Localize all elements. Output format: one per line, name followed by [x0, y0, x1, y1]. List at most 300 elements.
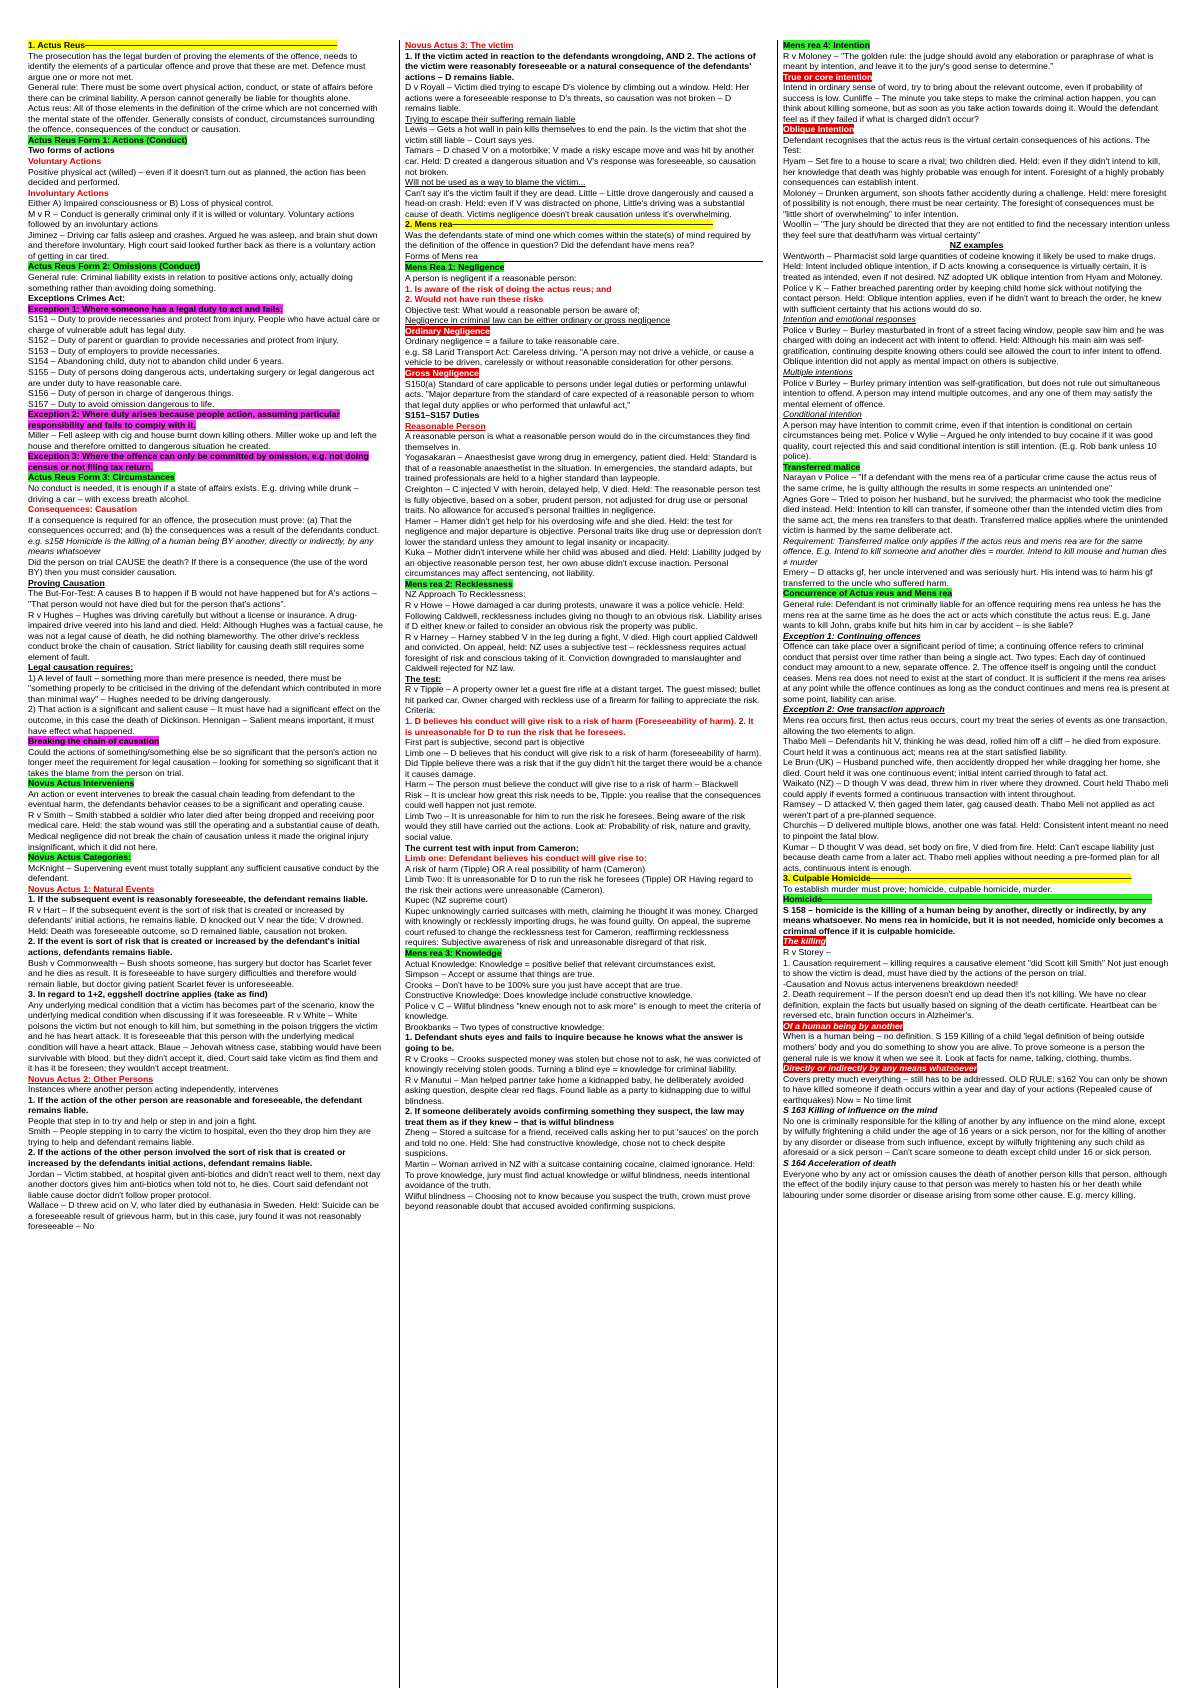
note-text: Was the defendants state of mind one which comes within the state(s) of mind required by the definition of the offence in question? Did the defendant have mens rea? [405, 229, 751, 251]
note-text: Can't say it's the victim fault if they are dead. Little – Little drove dangerously and caused a head-on crash. Held: even if V was distracted on phone, Little's driving was a substantial cause of death. Victims negligence doesn't break causation unless it's overwhelming. [405, 187, 754, 219]
note-text: Wilful blindness – Choosing not to know because you suspect the truth, crown must prove beyond reasonable doubt that accused avoided confirming suspicions. [405, 1190, 751, 1212]
note-text: R v Howe – Howe damaged a car during protests, unaware it was a police vehicle. Held: Following Caldwell, recklessness includes giving no though to an obvious risk. Liability arises if D either knew or failed to consider an obvious risk the property was public. [405, 599, 762, 632]
note-line [405, 431, 763, 452]
note-line [783, 1158, 1170, 1169]
note-line [405, 779, 763, 790]
note-line [28, 736, 384, 747]
note-line [783, 325, 1170, 367]
note-line [405, 452, 763, 484]
note-line [28, 1169, 384, 1201]
note-line [28, 335, 384, 346]
note-text: Moloney – Drunken argument, son shoots father accidently during a challenge. Held: mere foresight of possibility is not enough, there must be near certainty. The foresight of consequences must be "little short of overwhelming" to infer intention. [783, 187, 1167, 219]
note-line [783, 842, 1170, 874]
note-line [28, 472, 384, 483]
note-line [28, 536, 384, 557]
note-line [28, 1147, 384, 1168]
note-line [405, 484, 763, 516]
note-line [783, 472, 1170, 493]
note-text: The prosecution has the legal burden of proving the elements of the offence, needs to identify the elements of a particular offence and prove that these are met. Defence must argue one or more not met. [28, 50, 366, 82]
note-line [783, 567, 1170, 588]
note-text: Requirement: Transferred malice only applies if the actus reus and mens rea are for the same offence. E.g. Intend to kill someone and another dies = murder. Intend to kill mouse and human dies ≠ murder [783, 535, 1167, 567]
note-line [28, 209, 384, 230]
note-text: S152 – Duty of parent or guardian to provide necessaries and protect from injury. [28, 335, 339, 346]
note-text: e.g. S8 Land Transport Act: Careless driving. "A person may not drive a vehicle, or cause a vehicle to be driven, carelessly or without reasonable consideration for other persons. [405, 346, 754, 368]
note-text: Police v Burley – Burley primary intention was self-gratification, but does not rule out simultaneous intention to offend. A person may intend multiple outcomes, and any one of them may satisfy the mental element of offence. [783, 377, 1161, 409]
note-text: Will not be used as a way to blame the victim... [405, 177, 586, 188]
note-text: A reasonable person is what a reasonable person would do in the circumstances they find themselves in. [405, 431, 750, 452]
note-line [405, 368, 763, 379]
note-line [28, 399, 384, 410]
note-line [28, 1126, 384, 1147]
note-line [405, 1001, 763, 1022]
note-line [28, 409, 384, 430]
note-line [783, 641, 1170, 704]
note-line [405, 895, 763, 906]
note-line [405, 410, 763, 421]
note-line [405, 737, 763, 748]
note-line [28, 430, 384, 451]
note-text: Involuntary Actions [28, 187, 109, 198]
note-line [783, 124, 1170, 135]
note-line [783, 283, 1170, 315]
note-text: 1. If the subsequent event is reasonably foreseeable, the defendant remains liable. [28, 894, 368, 905]
note-text: R v Manutui – Man helped partner take home a kidnapped baby, he deliberately avoided asking question, despite clear red flags. Found liable as a party to kidnapping due to wilful blindness. [405, 1074, 751, 1106]
note-text: Creighton – C injected V with heroin, delayed help, V died. Held: The reasonable person test is fully objective, based on a sober, prudent person, not adjusted for drug use or personal traits. No allowance for accused's personal frailties in negligence. [405, 483, 761, 516]
note-line [405, 326, 763, 337]
note-line [783, 420, 1170, 462]
note-line [28, 673, 384, 705]
note-text: Waikato (NZ) – D though V was dead, threw him in river where they drowned. Court held Thabo meli could apply if events formed a continuous transaction with intent throughout. [783, 778, 1169, 799]
note-text: Novus Actus 1: Natural Events [28, 883, 155, 894]
note-line [405, 188, 763, 220]
note-line [405, 336, 763, 347]
note-line [783, 736, 1170, 757]
note-text: NZ Approach To Recklessness: [405, 589, 526, 600]
note-line [405, 906, 763, 948]
note-text: R v Hart – If the subsequent event is the sort of risk that is created or increased by defendants' initial actions, he remains liable. D knocked out V near the tide; V drowned. Held: Death was foreseeable outcome, so D remained liable, causation not broken. [28, 904, 364, 936]
note-text: Novus Actus 2: Other Persons [28, 1073, 154, 1084]
note-text: -Causation and Novus actus intervenens breakdown needed! [783, 978, 1019, 989]
note-line [405, 284, 763, 295]
note-text: 1. If the victim acted in reaction to the defendants wrongdoing, AND 2. The actions of the victim were reasonably foreseeable or a natural consequence of the defendants' actions – D remains liable. [405, 50, 756, 82]
note-line [28, 230, 384, 262]
note-line [405, 579, 763, 590]
note-text: Transferred malice [783, 461, 861, 472]
note-line [783, 905, 1170, 937]
note-text: Churchis – D delivered multiple blows, another one was fatal. Held: Consistent intent meant no need to pinpoint the fatal blow. [783, 820, 1169, 842]
note-line [405, 547, 763, 579]
note-line [405, 421, 763, 432]
note-line [28, 810, 384, 852]
note-text: Kupec unknowingly carried suitcases with meth, claiming he thought it was money. Charged with knowingly or recklessly importing drugs, he was found guilty. On appeal, the supreme court refused to change the recklessness test for Cameron, reaffirming recklessness requires: Subjective awareness of risk and unreasonable disregard of that risk. [405, 905, 758, 948]
note-line [405, 853, 763, 864]
note-text: Objective test: What would a reasonable person be aware of; [405, 304, 640, 315]
note-text: Kuka – Mother didn't intervene while her child was abused and died. Held: Liability judged by an objective reasonable person test, her own abuse didn't excuse inaction. Personal circumstances may affect sentencing, not liability. [405, 547, 762, 579]
note-line [405, 684, 763, 716]
note-text: True or core intention [783, 71, 873, 82]
note-text: 2. Death requirement – If the person doesn't end up dead then it's not killing. We have no clear definition, explain the facts but usually based on signing of the death certificate. Heartbeat can be reversed etc, brain function occurs in Alzheimer's. [783, 989, 1157, 1021]
note-line [28, 905, 384, 937]
note-line [28, 578, 384, 589]
note-text: Kupec (NZ supreme court) [405, 895, 508, 906]
note-text: Positive physical act (willed) – even if it doesn't turn out as planned, the action has been decided and performed. [28, 166, 366, 188]
note-line [783, 936, 1170, 947]
note-text: R v Moloney – "The golden rule: the judge should avoid any elaboration or paraphrase of what is meant by intention, and leave it to the jury's good sense to determine." [783, 50, 1154, 72]
note-text: Exception 1: Where someone has a legal duty to act and fails: [28, 303, 283, 314]
note-text: Exceptions Crimes Act: [28, 293, 126, 304]
note-text: The But-For-Test: A causes B to happen if B would not have happened but for A's actions – "That person would not have died but for the person that's actions". [28, 588, 377, 609]
note-line [405, 843, 763, 854]
note-line [28, 1200, 384, 1232]
note-text: R v Harney – Harney stabbed V in the leg during a fight, V died. High court applied Caldwell and convicted. On appeal, held: NZ uses a subjective test – recklessness requires actual foresight of risk and conscious taking of it. Conviction downgraded to manslaughter and Caldwell rejected for NZ law. [405, 631, 758, 674]
note-line [405, 114, 763, 125]
note-text: Exception 3: Where the offence can only be committed by omission, e.g. not doing census or not filing tax return. [28, 451, 369, 472]
note-line [783, 314, 1170, 325]
note-line [28, 51, 384, 83]
note-text: Police v C – Wilful blindness "knew enough not to ask more" is enough to meet the criteria of knowledge. [405, 1000, 761, 1022]
note-line [783, 979, 1170, 990]
note-line [405, 262, 763, 273]
note-line [28, 789, 384, 810]
note-text: Constructive Knowledge: Does knowledge include constructive knowledge. [405, 990, 693, 1001]
note-line [405, 1054, 763, 1075]
note-text: Homicide—————————————————————————————————————— [783, 894, 1153, 905]
note-line [28, 304, 384, 315]
note-line [405, 347, 763, 368]
note-line [783, 536, 1170, 568]
note-line [783, 188, 1170, 220]
note-line [28, 852, 384, 863]
note-line [28, 884, 384, 895]
note-text: Hyam – Set fire to a house to scare a rival; two children died. Held: even if they didn't intend to kill, her knowledge that death was highly probable was enough for intent. Foresight of a highly probably consequences can establish intent. [783, 156, 1165, 188]
note-text: Everyone who by any act or omission causes the death of another person kills that person, although the effect of the bodily injury cause to that person was merely to hasten his or her death while labouring under some disorder or disease arising from some other cause. E.g. mercy killing. [783, 1168, 1167, 1200]
note-text: General rule: There must be some overt physical action, conduct, or state of affairs before there can be criminal liability. A person cannot generally be liable for thoughts alone. [28, 82, 373, 103]
note-text: Mens rea 3: Knowledge [405, 948, 502, 959]
note-line [783, 1169, 1170, 1201]
note-text: 1. Is aware of the risk of doing the actus reus; and [405, 283, 612, 294]
note-line [405, 748, 763, 780]
note-text: Concurrence of Actus reus and Mens rea [783, 588, 953, 599]
note-text: Intend in ordinary sense of word, try to bring about the relevant outcome, even if probability of success is low. Cunliffe – The minute you take steps to make the criminal action happen, you can think about killing someone, but as soon as you take action towards doing it. Would the defendant feel as if they failed if what is charged didn't occur? [783, 82, 1159, 124]
note-line [405, 294, 763, 305]
note-line [783, 72, 1170, 83]
note-line [28, 82, 384, 103]
note-line [405, 40, 763, 51]
note-line [783, 378, 1170, 410]
note-line [405, 379, 763, 411]
note-text: D v Royall – Victim died trying to escape D's violence by climbing out a window. Held: Her actions were a foreseeable response to D's threats, so causation was not broken – D remains liable. [405, 82, 750, 114]
note-line [28, 557, 384, 578]
note-text: Tamars – D chased V on a motorbike; V made a risky escape move and was hit by another car. Held: D created a dangerous situation and V's response was foreseeable, so causation not broken. [405, 145, 756, 177]
note-text: Actus Reus Form 2: Omissions (Conduct) [28, 261, 201, 272]
note-text: A person is negligent if a reasonable person: [405, 273, 577, 284]
note-text: A person may have intention to commit crime, even if that intention is conditional on certain circumstances being met. Police v Wylie – Argued he only intended to buy cocaine if it was good quality, court rejected this and said conditional intention is still intention. (E.g. Rob bank unless 10 police). [783, 419, 1157, 462]
note-text: The killing [783, 936, 826, 947]
note-line [783, 631, 1170, 642]
note-text: Breaking the chain of causation [28, 736, 160, 747]
note-text: S150(a) Standard of care applicable to persons under legal duties or performing unlawful acts. "Major departure from the standard of care expected of a reasonable person to whom that legal duty applies or who performed that unlawful act," [405, 378, 754, 410]
note-line [405, 1106, 763, 1127]
note-text: 2. Would not have run these risks [405, 294, 544, 305]
note-line [405, 1191, 763, 1212]
note-text: M v R – Conduct is generally criminal only if it is willed or voluntary. Voluntary actions followed by an involuntary actions [28, 208, 355, 230]
note-line [28, 1000, 384, 1074]
note-text: Jiminez – Driving car falls asleep and crashes. Argued he was asleep, and brain shut down and therefore involuntary. High court said looked further back as there is a voluntary action of getting in car tired. [28, 229, 378, 261]
note-line [28, 588, 384, 609]
note-text: First part is subjective, second part is objective [405, 737, 585, 748]
note-line [783, 156, 1170, 188]
note-text: NZ examples [949, 240, 1004, 251]
note-line [28, 704, 384, 736]
note-text: The test: [405, 673, 442, 684]
note-text: S155 – Duty of persons doing dangerous acts, undertaking surgery or legal dangerous act are under duty to have reasonable care. [28, 366, 375, 388]
note-text: Miller – Fell asleep with cig and house burnt down killing others. Miller woke up and left the house and therefore omitted to dangerous situation he created. [28, 430, 377, 451]
note-line [783, 135, 1170, 156]
note-line [405, 82, 763, 114]
note-line [405, 1032, 763, 1053]
note-line [405, 273, 763, 284]
note-line [28, 145, 384, 156]
note-text: Voluntary Actions [28, 156, 102, 167]
note-line [405, 600, 763, 632]
note-text: Actus Reus Form 1: Actions (Conduct) [28, 134, 188, 145]
note-line [405, 790, 763, 811]
note-text: Simpson – Accept or assume that things are true. [405, 969, 595, 980]
note-text: Gross Negligence [405, 367, 479, 378]
note-text: The current test with input from Cameron: [405, 842, 579, 853]
note-text: Kumar – D thought V was dead, set body on fire, V died from fire. Held: Can't escape liability just because death came from a later act. Thabo meli applies without needing a pre-formed plan for all acts, continuous intent is enough. [783, 841, 1160, 873]
note-line [28, 346, 384, 357]
note-text: 1. Defendant shuts eyes and fails to inquire because he knows what the answer is going to be. [405, 1032, 743, 1053]
note-line [405, 674, 763, 685]
note-line [28, 135, 384, 146]
note-text: Reasonable Person [405, 420, 486, 431]
note-line [405, 145, 763, 177]
note-text: If a consequence is required for an offence, the prosecution must prove: (a) That the consequences occurred; and (b) the consequences was a result of the defendants conduct. [28, 514, 380, 536]
note-text: Novus Actus 3: The victim [405, 40, 514, 50]
note-text: Smith – People stepping in to carry the victim to hospital, even tho they drop him they are trying to help and defendant remains liable. [28, 1126, 371, 1147]
note-line [783, 1021, 1170, 1032]
note-line [783, 409, 1170, 420]
note-text: Martin – Woman arrived in NZ with a suitcase containing cocaine, claimed ignorance. Held: To prove knowledge, jury must find actual knowledge or wilful blindness, needs intentional avoidance of the truth. [405, 1158, 755, 1191]
note-text: Did the person on trial CAUSE the death? If there is a consequence (the use of the word BY) then you must consider causation. [28, 556, 368, 578]
note-text: An action or event intervenes to break the casual chain leading from defendant to the eventual harm, the defendants behavior ceases to be a significant and operating cause. [28, 788, 365, 810]
note-line [783, 715, 1170, 736]
note-line [783, 820, 1170, 841]
note-text: Actus Reus Form 3: Circumstances [28, 472, 175, 483]
note-line [783, 82, 1170, 124]
note-line [28, 894, 384, 905]
note-text: Ordinary Negligence [405, 325, 490, 336]
note-text: Crooks – Don't have to be 100% sure you just have accept that are true. [405, 979, 683, 990]
note-text: 3. Culpable Homicide—————————————————————————————— [783, 873, 1132, 884]
note-text: 2) That action is a significant and salient cause – It must have had a significant effect on the outcome, in this case the death of Dickinson. Hennigan – Salient means important, it must have effect what happened. [28, 704, 381, 736]
note-text: Trying to escape their suffering remain liable [405, 113, 576, 124]
note-line [28, 662, 384, 673]
note-text: Thabo Meli – Defendants hit V, thinking he was dead, rolled him off a cliff – he died from exposure. Court held it was a continuous act; means rea at the start satisfied liability. [783, 736, 1161, 757]
note-text: Forms of Mens rea [405, 250, 478, 261]
note-text: Exception 2: Where duty arises because people action, assuming particular responsibility and fails to comply with it. [28, 409, 340, 430]
note-text: General rule: Defendant is not criminally liable for an offence requiring mens rea unless he has the mens rea at the same time as he does the act or acts which constitute the actus reus. E.g. Jane wants to kill John, grabs knife but hits him in car by accident – is she liable? [783, 598, 1161, 631]
note-line [783, 958, 1170, 979]
note-text: R v Hughes – Hughes was driving carefully but without a license or insurance. A drug-impaired drive veered into his land and died. Held: Although Hughes was a factual cause, he was not a legal cause of death, he did nothing blameworthy. The other drive's reckless conduct broke the chain of causation. Strict liability for causing death still requires some element of fault. [28, 609, 383, 662]
note-line [783, 51, 1170, 72]
note-line [783, 599, 1170, 631]
note-line [783, 894, 1170, 905]
note-text: S 158 – homicide is the killing of a human being by another, directly or indirectly, by any means whatsoever. No mens rea in homicide, but it is not needed, homicide only becomes a criminal offence if it is culpable homicide. [783, 904, 1163, 936]
note-text: Risk – It is unclear how great this risk needs to be, Tipple: you realise that the consequences could well happen not just remote. [405, 789, 761, 811]
note-text: Ramsey – D attacked V, then gaged them later, gag caused death. Thabo Meli not applied as act weren't part of a pre-planned sequence. [783, 799, 1155, 820]
note-text: Covers pretty much everything – still has to be addressed. OLD RULE: s162 You can only be shown to have killed someone if death occurs within a year and day of your actions (Repealed cause of earthquakes) Now = No time limit [783, 1073, 1168, 1105]
note-text: Instances where another person acting independently, intervenes [28, 1084, 279, 1095]
note-text: S156 – Duty of person in charge of dangerous things. [28, 388, 234, 399]
note-line [405, 632, 763, 674]
note-text: 2. If the event is sort of risk that is created or increased by the defendant's initial actions, defendants remains liable. [28, 936, 360, 958]
note-text: Offence can take place over a significant period of time; a continuing offence refers to criminal conduct that persist over time rather than being a single act. Two types: Each day of continued conduct may amount to a new, separate offence. 2. The offence itself is ongoing until the conduct ceases. Mens rea does not need to exist at the start of conduct. It is sufficient if the mens rea arises at any point while the offence continues as long as the conduct continues and mens rea is present at some point, liability can arise. [783, 641, 1170, 704]
note-text: Woollin – "The jury should be directed that they are not entitled to find the necessary intention unless they feel sure that death/harm was virtual certainty" [783, 219, 1170, 240]
note-line [28, 1074, 384, 1085]
note-line [28, 261, 384, 272]
note-line [28, 504, 384, 515]
note-text: Bush v Commonwealth – Bush shoots someone, has surgery but doctor has Scarlet fever and he dies as result. It is foreseeable to have surgery difficulties and therefore would remain liable, but doctor giving patient Scarlet fever is unforeseeable. [28, 957, 372, 989]
note-text: Narayan v Police – "If a defendant with the mens rea of a particular crime cause the actus reus of the same crime, he is guilty although the results in some respects an unintended one" [783, 472, 1157, 493]
note-text: Wallace – D threw acid on V, who later died by euthanasia in Sweden. Held: Suicide can be a foreseeable result of grievous harm, but in this case, jury found it was not reasonably foreseeable – No [28, 1200, 379, 1232]
note-line [28, 863, 384, 884]
note-line [405, 219, 763, 230]
note-text: No one is criminally responsible for the killing of another by any influence on the mind alone, except by wilfully frightening a child under the age of 16 years or a sick person, nor for the killing of another by any disorder or disease from such influence, except by wilfully frightening any such child as aforesaid or a sick person – Can't scare someone to death except child under 16 or sick person. [783, 1115, 1166, 1158]
note-line [405, 959, 763, 970]
note-line [28, 40, 384, 51]
note-text: Le Brun (UK) – Husband punched wife, then accidently dropped her while dragging her home, she died. Court held it was one continuous event; initial intent carried through to fatal act. [783, 757, 1161, 778]
note-line [783, 494, 1170, 536]
note-text: e.g. s158 Homicide is the killing of a human being BY another, directly or indirectly, by any means whatsoever [28, 535, 374, 557]
note-line [783, 1074, 1170, 1106]
note-text: S 163 Killing of influence on the mind [783, 1105, 938, 1116]
note-text: 2. Mens rea—————————————————————————————— [405, 219, 713, 230]
note-line [405, 948, 763, 959]
note-text: R v Smith – Smith stabbed a soldier who later died after being dropped and receiving poor medical care. Held: the stab wound was still the operating and a substantial cause of death. Medical negligence did not break the chain of causation unless it made the original injury insignificant, which it did not here. [28, 809, 380, 852]
note-text: To establish murder must prove; homicide, culpable homicide, murder. [783, 883, 1053, 894]
note-line [28, 778, 384, 789]
notes-page [28, 40, 1174, 1688]
note-line [783, 704, 1170, 715]
note-line [783, 1116, 1170, 1158]
note-line [783, 240, 1170, 251]
note-line [405, 177, 763, 188]
note-text: Of a human being by another [783, 1020, 904, 1031]
note-text: Negligence in criminal law can be either ordinary or gross negligence [405, 315, 671, 326]
note-line [783, 778, 1170, 799]
note-text: Zheng – Stored a suitcase for a friend, received calls asking her to put 'sauces' on the porch and told no one. Held: She had constructive knowledge, chose not to check despite suspicions. [405, 1127, 759, 1159]
note-text: Lewis – Gets a hot wall in pain kills themselves to end the pain. Is the victim that shot the victim still liable – Court says yes. [405, 124, 747, 145]
note-line [28, 167, 384, 188]
note-line [28, 1095, 384, 1116]
note-line [28, 936, 384, 957]
note-text: Limb one – D believes that his conduct will give risk to a risk of harm (foreseeability of harm). Did Tipple believe there was a risk that if the guy didn't hit the target there would be a chance it causes damage. [405, 747, 763, 779]
note-text: Hamer – Hamer didn't get help for his overdosing wife and she died. Held: the test for negligence and major departure is objective. Personal traits like drug use or depression don't lower the standard unless they amount to legal insanity or incapacity. [405, 515, 762, 547]
note-text: 3. In regard to 1+2, eggshell doctrine applies (take as find) [28, 989, 268, 1000]
note-line [783, 1105, 1170, 1116]
note-text: 1. Actus Reus————————————————————————————— [28, 40, 338, 50]
note-line [28, 293, 384, 304]
note-text: Exception 2: One transaction approach [783, 704, 945, 715]
note-text: No conduct is needed, it is enough if a state of affairs exists. E.g. driving while drunk – driving a car – with excess breath alcohol. [28, 482, 359, 504]
note-text: R v Crooks – Crooks suspected money was stolen but chose not to ask, he was convicted of knowingly receiving stolen goods. Turning a blind eye = knowledge for criminal liability. [405, 1053, 761, 1075]
note-text: R v Storey – [783, 947, 831, 958]
note-text: Limb one: Defendant believes his conduct will give rise to: [405, 853, 647, 864]
note-text: Limb Two: It is unreasonable for D to run the risk he foresees (Tipple) OR Having regard to the risk their actions were unreasonable (Cameron). [405, 874, 754, 895]
note-line [405, 990, 763, 1001]
note-line [783, 251, 1170, 283]
note-line [28, 356, 384, 367]
note-text: S153 – Duty of employers to provide necessaries. [28, 345, 220, 356]
note-line [405, 516, 763, 548]
note-line [783, 873, 1170, 884]
note-text: Either A) Impaired consciousness or B) Loss of physical control. [28, 198, 274, 209]
note-text: Jordan – Victim stabbed, at hospital given anti-biotics and didn't react well to them, next day another doctors gives him anti-biotics when told not to, he dies. Court said defendant not liable cause doctor didn't follow proper protocol. [28, 1168, 381, 1200]
note-text: Two forms of actions [28, 145, 115, 156]
note-text: Limb Two – It is unreasonable for him to run the risk he foresees. Being aware of the risk would they still have carried out the actions. Look at: Probability of risk, nature and gravity, social value. [405, 810, 752, 843]
note-line [405, 315, 763, 326]
note-text: Brookbanks – Two types of constructive knowledge: [405, 1021, 605, 1032]
note-line [783, 989, 1170, 1021]
note-text: Legal causation requires: [28, 662, 134, 673]
note-line [28, 610, 384, 663]
note-text: 2. If the actions of the other person involved the sort of risk that is created or increased by the defendants initial actions, defendant remains liable. [28, 1147, 346, 1168]
note-line [28, 388, 384, 399]
note-text: A risk of harm (Tipple) OR A real possibility of harm (Cameron) [405, 863, 646, 874]
note-line [783, 588, 1170, 599]
column-right [777, 40, 1170, 1688]
note-text: Wentworth – Pharmacist sold large quantities of codeine knowing it likely be used to make drugs. Held: Intent included oblique intention, if D acts knowing a consequence is virtually certain, it is treated as intended, even if not desired. NZ adopted UK oblique intention from Hyam and Moloney. [783, 250, 1163, 283]
note-text: Could the actions of something/something else be so significant that the person's action no longer meet the requirement for legal causation – looking for something so significant that it takes the blame from the person on trial. [28, 746, 379, 778]
note-line [28, 958, 384, 990]
note-text: Exception 1: Continuing offences [783, 630, 921, 641]
note-text: When is a human being – no definition. S 159 Killing of a child 'legal definition of being outside mothers' body and you do something to show you are alive. To prove someone is a person the general rule is we know it when we see it. Look at facts for name, talking, clothing, thumbs. [783, 1031, 1145, 1063]
note-line [405, 589, 763, 600]
note-text: 1. Causation requirement – killing requires a causative element "did Scott kill Smith" Not just enough to show the victim is dead, must have died by the actions of the person on trial. [783, 957, 1169, 979]
note-line [28, 156, 384, 167]
note-text: Ordinary negligence = a failure to take reasonable care. [405, 336, 620, 347]
note-text: 1) A level of fault – something more than mere presence is needed, there must be "something properly to be criticised in the driving of the defendant which contributed in more than minimal way" – Hughes needed to be driving dangerously. [28, 672, 382, 704]
note-line [28, 188, 384, 199]
note-line [405, 1075, 763, 1107]
note-text: Directly or indirectly by any means whatsoever [783, 1063, 978, 1074]
note-line [783, 1031, 1170, 1063]
note-text: McKnight – Supervening event must totally supplant any sufficient causative conduct by the defendant. [28, 862, 379, 884]
note-text: S157 – Duty to avoid omission dangerous to life. [28, 398, 215, 409]
note-text: S151–S157 Duties [405, 410, 480, 421]
note-line [405, 305, 763, 316]
note-line [783, 799, 1170, 820]
note-line [783, 219, 1170, 240]
column-middle [399, 40, 763, 1688]
note-text: Mens Rea 1: Negligence [405, 262, 505, 273]
note-line [28, 367, 384, 388]
note-text: S151 – Duty to provide necessaries and protect from injury. People who have actual care or charge of vulnerable adult has legal duty. [28, 314, 380, 335]
note-line [28, 515, 384, 536]
note-line [28, 272, 384, 293]
note-line [28, 103, 384, 135]
note-line [783, 947, 1170, 958]
note-line [28, 989, 384, 1000]
note-text: Proving Causation [28, 577, 105, 588]
note-text: Agnes Gore – Tried to poison her husband, but he survived; the pharmacist who took the medicine died instead. Held: Intention to kill can transfer, if someone other than the intended victim dies from the same act, the mens rea transfers to that death. Transferred malice applies where the unintended victim is harmed by the same deliberate act. [783, 493, 1168, 536]
note-text: Yogasakaran – Anaesthesist gave wrong drug in emergency, patient died. Held: Standard is that of a reasonable anaesthetist in the situation. In emergencies, the standard adapts, but trained professionals are held to a higher standard than laypeople. [405, 452, 757, 484]
note-text: General rule: Criminal liability exists in relation to positive actions only, actually doing something rather than avoiding doing something. [28, 272, 353, 293]
note-line [405, 51, 763, 83]
note-line [28, 1116, 384, 1127]
